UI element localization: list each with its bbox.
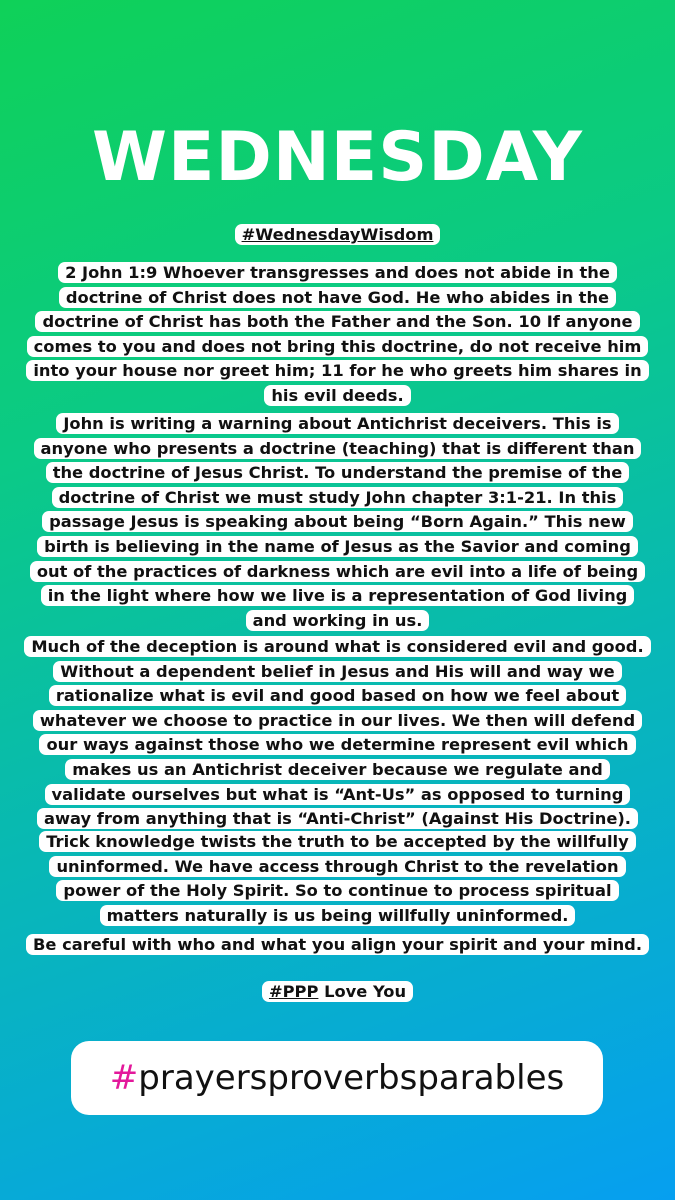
commentary-paragraph-2-text: Much of the deception is around what is considered evil and good. Without a dependent belief in Jesus and His will and way we rationalize what is evil and good based on how we feel about whatever we choose to practice in our lives. We then will defend our ways against those who we determine represent evil which makes us an Antichrist deceiver because we regulate and validate ourselves but what is “Ant-Us” as opposed to turning away from anything that is “Anti-Christ” (Against His Doctrine). <box>24 636 650 829</box>
commentary-paragraph-2 <box>0 635 675 832</box>
wisdom-hashtag-block <box>0 223 675 248</box>
day-title: WEDNESDAY <box>91 118 584 197</box>
hashtag-sticker-text: prayersproverbsparables <box>138 1058 565 1098</box>
commentary-paragraph-1-text: John is writing a warning about Antichrist deceivers. This is anyone who presents a doctrine (teaching) that is different than the doctrine of Jesus Christ. To understand the premise of the doctrine of Christ we must study John chapter 3:1-21. In this passage Jesus is speaking about being “Born Again.” This new birth is believing in the name of Jesus as the Savior and coming out of the practices of darkness which are evil into a life of being in the light where how we live is a representation of God living and working in us. <box>30 413 645 631</box>
commentary-paragraph-3 <box>0 830 675 928</box>
closing-exhortation <box>0 933 675 958</box>
wisdom-hashtag[interactable]: #WednesdayWisdom <box>241 225 434 244</box>
hashtag-symbol: # <box>109 1058 139 1098</box>
commentary-paragraph-3-text: Trick knowledge twists the truth to be accepted by the willfully uninformed. We have access through Christ to the revelation power of the Holy Spirit. So to continue to process spiritual matters naturally is us being willfully uninformed. <box>39 831 636 926</box>
closing-exhortation-text: Be careful with who and what you align your spirit and your mind. <box>26 934 649 955</box>
ppp-signoff-text: Love You <box>318 982 407 1001</box>
scripture-verse-text: 2 John 1:9 Whoever transgresses and does not abide in the doctrine of Christ does not have God. He who abides in the doctrine of Christ has both the Father and the Son. 10 If anyone comes to you and does not bring this doctrine, do not receive him into your house nor greet him; 11 for he who greets him shares in his evil deeds. <box>26 262 648 406</box>
ppp-hashtag[interactable]: #PPP <box>268 982 319 1001</box>
scripture-verse-block <box>0 261 675 409</box>
hashtag-sticker[interactable] <box>71 1041 603 1115</box>
commentary-paragraph-1 <box>0 412 675 633</box>
ppp-signoff <box>0 980 675 1005</box>
